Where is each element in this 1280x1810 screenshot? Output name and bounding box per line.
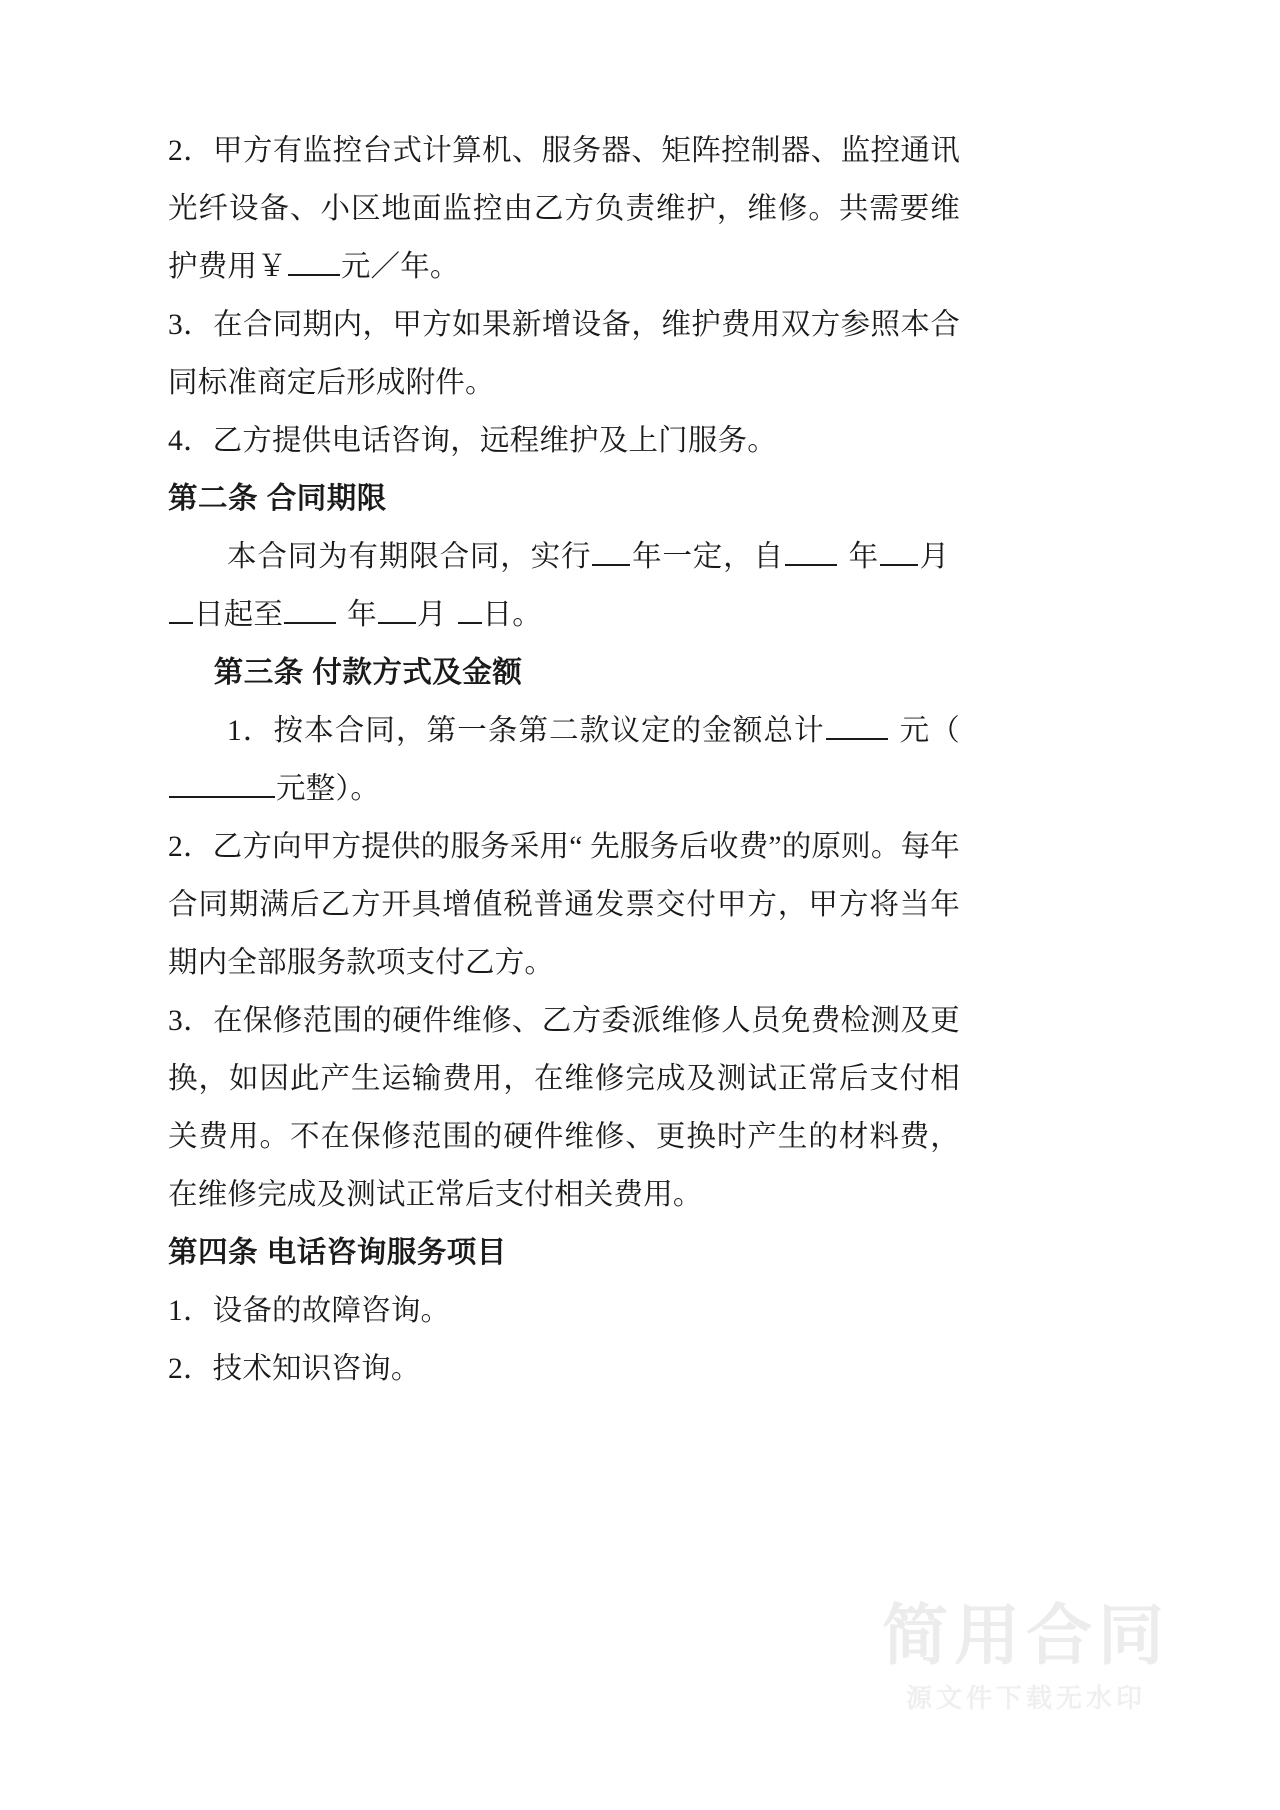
document-text-body: [168, 122, 960, 1398]
paragraph-text: 2．甲方有监控台式计算机、服务器、矩阵控制器、监控通讯光纤设备、小区地面监控由乙方负责维护，维修。共需要维护费用￥: [168, 135, 960, 283]
paragraph-text: 月: [416, 599, 447, 631]
paragraph-text: 3．在保修范围的硬件维修、乙方委派维修人员免费检测及更换，如因此产生运输费用，在维修完成及测试正常后支付相关费用。不在保修范围的硬件维修、更换时产生的材料费，在维修完成及测试正常后支付相关费用。: [168, 1005, 960, 1211]
paragraph-text: 年: [847, 541, 879, 573]
fill-in-blank[interactable]: [169, 768, 275, 798]
paragraph-text: 月: [918, 541, 951, 573]
clause-item-4-2-technical-knowledge: [168, 1340, 960, 1398]
paragraph-text: 1．按本合同，第一条第二款议定的金额总计: [227, 715, 825, 747]
fill-in-blank[interactable]: [592, 536, 630, 566]
fill-in-blank[interactable]: [880, 536, 918, 566]
paragraph-text: 元整）。: [276, 773, 381, 805]
paragraph-text: 元／年。: [340, 251, 460, 283]
paragraph-text: 4．乙方提供电话咨询，远程维护及上门服务。: [168, 425, 777, 457]
paragraph-text: 日。: [482, 599, 542, 631]
paragraph-text: 3．在合同期内，甲方如果新增设备，维护费用双方参照本合同标准商定后形成附件。: [168, 309, 960, 399]
fill-in-blank[interactable]: [378, 594, 416, 624]
fill-in-blank[interactable]: [169, 594, 193, 624]
clause-item-4-1-fault-consultation: [168, 1282, 960, 1340]
paragraph-text: 2．技术知识咨询。: [168, 1353, 421, 1385]
paragraph-text: 日起至: [194, 599, 284, 631]
clause-item-3-new-equipment: [168, 296, 960, 412]
watermark-brand-text: 简用合同: [882, 1598, 1170, 1672]
clause-item-2-equipment-maintenance: [168, 122, 960, 296]
fill-in-blank[interactable]: [785, 536, 837, 566]
section-heading-article-3: 第三条 付款方式及金额: [213, 656, 523, 689]
fill-in-blank[interactable]: [288, 246, 340, 276]
clause-item-3-1-total-amount: [168, 702, 960, 818]
section-heading-article-4: 第四条 电话咨询服务项目: [168, 1236, 507, 1269]
paragraph-text: 2．乙方向甲方提供的服务采用“ 先服务后收费”的原则。每年合同期满后乙方开具增值税普通发票交付甲方，甲方将当年期内全部服务款项支付乙方。: [168, 831, 960, 979]
section-heading-article-2: 第二条 合同期限: [168, 482, 387, 515]
paragraph-text: 年一定，自: [631, 541, 784, 573]
clause-item-3-2-service-before-payment: [168, 818, 960, 992]
paragraph-text: 1．设备的故障咨询。: [168, 1295, 451, 1327]
fill-in-blank[interactable]: [458, 594, 482, 624]
watermark-subtitle-text: 源文件下载无水印: [905, 1683, 1146, 1713]
article-2-term-paragraph: [168, 528, 960, 644]
paragraph-text: 元（: [898, 715, 960, 747]
fill-in-blank[interactable]: [284, 594, 336, 624]
watermark: [816, 1598, 1236, 1718]
paragraph-text: 本合同为有期限合同，实行: [227, 541, 592, 573]
clause-item-3-3-warranty-repair: [168, 992, 960, 1224]
fill-in-blank[interactable]: [826, 710, 888, 740]
paragraph-text: 年: [347, 599, 377, 631]
clause-item-4-phone-support: [168, 412, 960, 470]
